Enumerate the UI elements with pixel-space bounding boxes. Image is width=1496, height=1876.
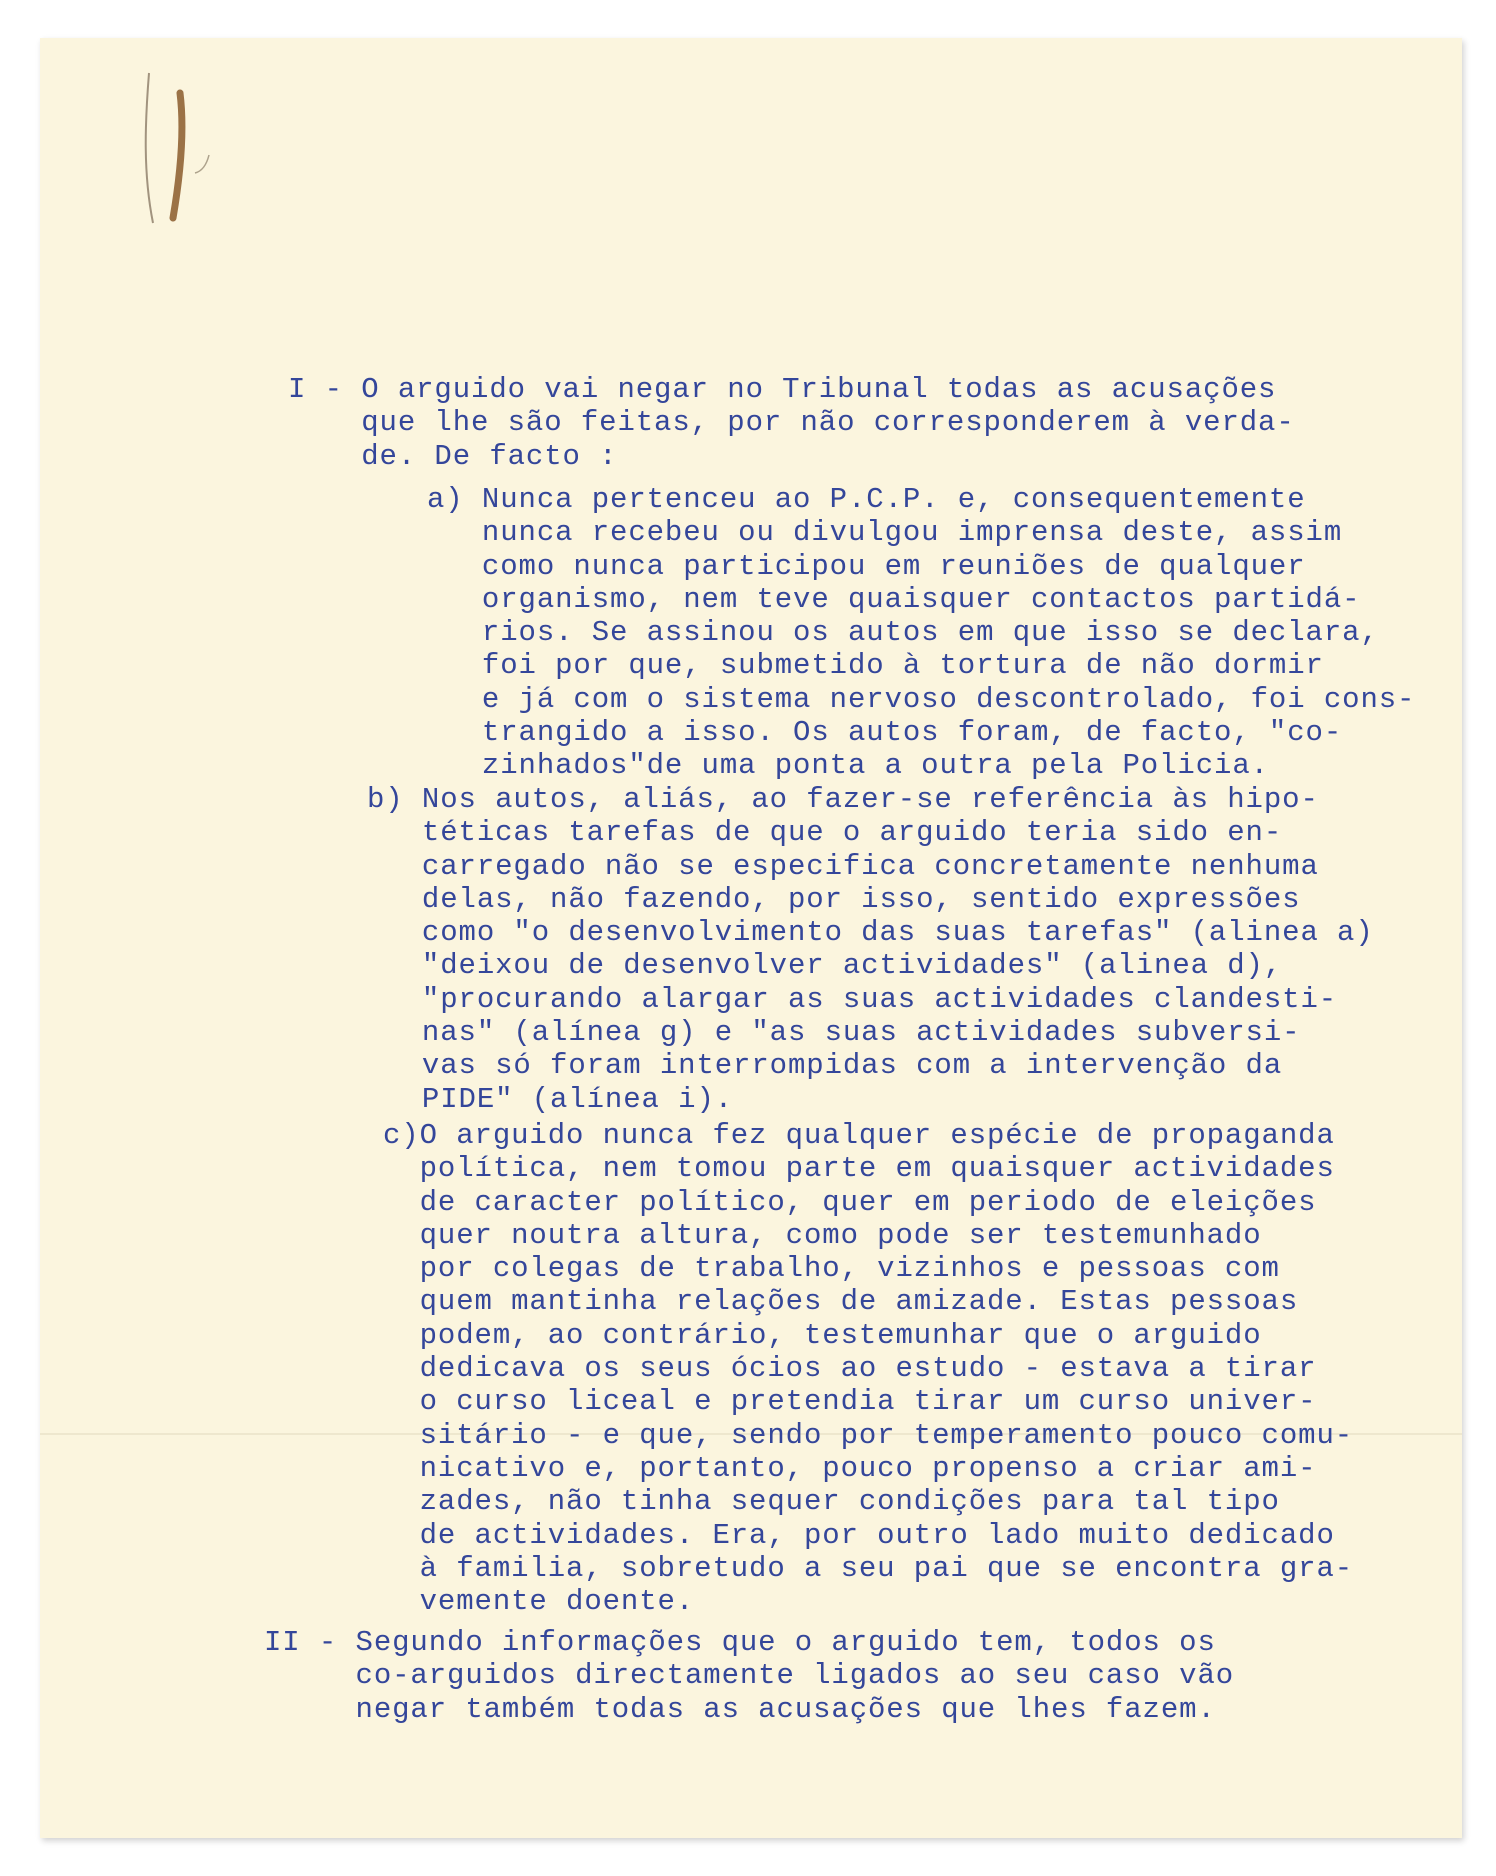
text-line: quer noutra altura, como pode ser testemunhado: [383, 1218, 1262, 1252]
text-line: PIDE" (alínea i).: [367, 1082, 734, 1116]
text-line: b) Nos autos, aliás, ao fazer-se referência às hipo-: [367, 783, 1319, 816]
text-line: a) Nunca pertenceu ao P.C.P. e, consequentemente: [427, 483, 1306, 516]
text-line: política, nem tomou parte em quaisquer actividades: [383, 1152, 1335, 1186]
text-line: carregado não se especifica concretamente nenhuma: [367, 849, 1319, 883]
text-line: e já com o sistema nervoso descontrolado, foi cons-: [427, 682, 1416, 716]
text-line: téticas tarefas de que o arguido teria sido en-: [367, 816, 1283, 850]
item-b: [367, 783, 1374, 1116]
text-line: por colegas de trabalho, vizinhos e pessoas com: [383, 1252, 1280, 1286]
item-c: [383, 1119, 1353, 1618]
text-line: podem, ao contrário, testemunhar que o arguido: [383, 1318, 1262, 1352]
text-line: que lhe são feitas, por não corresponderem à verda-: [288, 406, 1295, 440]
text-line: de caracter político, quer em periodo de eleições: [383, 1185, 1317, 1219]
text-line: trangido a isso. Os autos foram, de facto, "co-: [427, 716, 1343, 750]
section-1-intro: [288, 373, 1295, 473]
text-line: nunca recebeu ou divulgou imprensa deste, assim: [427, 516, 1343, 550]
text-line: organismo, nem teve quaisquer contactos partidá-: [427, 582, 1361, 616]
text-line: "procurando alargar as suas actividades clandesti-: [367, 982, 1338, 1016]
text-line: nicativo e, portanto, pouco propenso a criar ami-: [383, 1451, 1317, 1485]
typewritten-text: [40, 38, 1462, 1838]
text-line: co-arguidos directamente ligados ao seu caso vão: [264, 1659, 1235, 1693]
text-line: c)O arguido nunca fez qualquer espécie de propaganda: [383, 1119, 1335, 1152]
section-2: [264, 1626, 1234, 1726]
text-line: I - O arguido vai negar no Tribunal todas as acusações: [288, 373, 1277, 406]
text-line: quem mantinha relações de amizade. Estas pessoas: [383, 1285, 1299, 1319]
text-line: foi por que, submetido à tortura de não dormir: [427, 649, 1324, 683]
text-line: vemente doente.: [383, 1585, 695, 1619]
text-line: vas só foram interrompidas com a intervenção da: [367, 1049, 1283, 1083]
text-line: de actividades. Era, por outro lado muito dedicado: [383, 1518, 1335, 1552]
text-line: zades, não tinha sequer condições para tal tipo: [383, 1485, 1280, 1519]
paper-sheet: [40, 38, 1462, 1838]
text-line: de. De facto :: [288, 439, 618, 473]
text-line: zinhados"de uma ponta a outra pela Policia.: [427, 749, 1269, 783]
text-line: como "o desenvolvimento das suas tarefas" (alinea a): [367, 916, 1374, 950]
text-line: sitário - e que, sendo por temperamento pouco comu-: [383, 1418, 1354, 1452]
text-line: dedicava os seus ócios ao estudo - estava a tirar: [383, 1352, 1317, 1386]
text-line: negar também todas as acusações que lhes fazem.: [264, 1692, 1216, 1726]
text-line: "deixou de desenvolver actividades" (alinea d),: [367, 949, 1283, 983]
text-line: o curso liceal e pretendia tirar um curso univer-: [383, 1385, 1317, 1419]
text-line: como nunca participou em reuniões de qualquer: [427, 549, 1306, 583]
item-a: [427, 483, 1415, 783]
text-line: rios. Se assinou os autos em que isso se declara,: [427, 616, 1379, 650]
text-line: à familia, sobretudo a seu pai que se encontra gra-: [383, 1551, 1354, 1585]
text-line: nas" (alínea g) e "as suas actividades subversi-: [367, 1016, 1301, 1050]
text-line: delas, não fazendo, por isso, sentido expressões: [367, 882, 1301, 916]
text-line: II - Segundo informações que o arguido tem, todos os: [264, 1626, 1216, 1659]
